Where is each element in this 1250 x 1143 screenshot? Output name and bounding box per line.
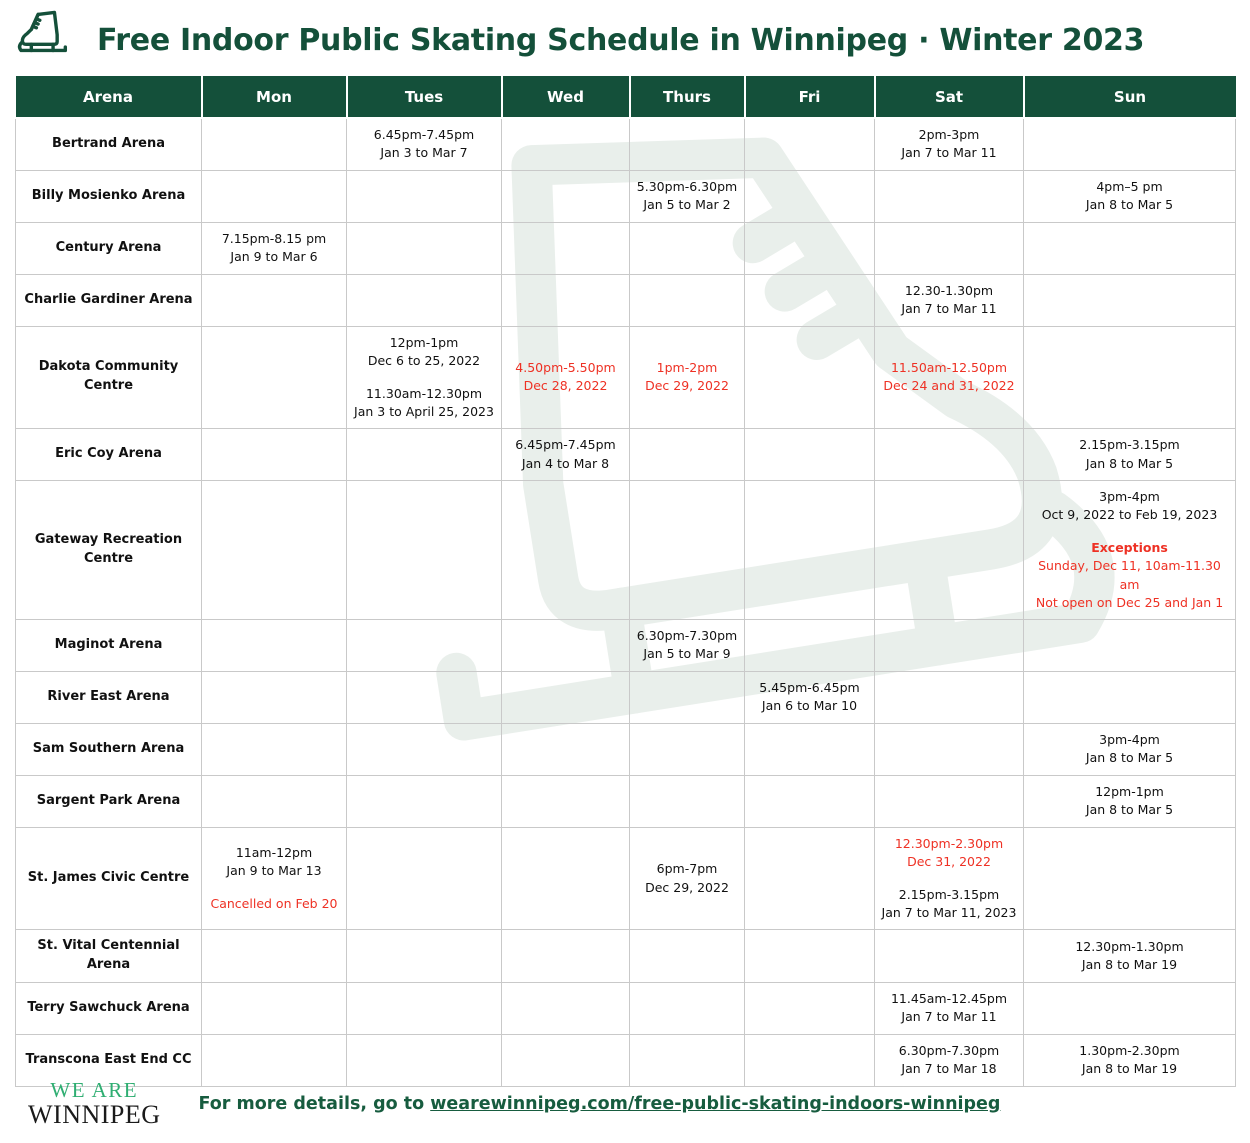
schedule-cell-wed — [502, 723, 630, 775]
schedule-cell-fri — [745, 930, 875, 983]
schedule-cell-sat — [875, 326, 1024, 429]
schedule-cell-sat — [875, 982, 1024, 1034]
column-header-wed: Wed — [502, 76, 630, 118]
schedule-cell-sun — [1024, 170, 1236, 222]
schedule-entry — [1028, 488, 1231, 524]
schedule-entry — [879, 1042, 1019, 1078]
schedule-cell-sun — [1024, 274, 1236, 326]
schedule-line: Jan 5 to Mar 9 — [643, 646, 731, 662]
schedule-entry — [1028, 938, 1231, 974]
schedule-line: Jan 7 to Mar 11 — [901, 145, 997, 161]
schedule-entry — [506, 436, 625, 472]
table-row — [16, 827, 1236, 930]
schedule-cell-thu — [630, 118, 745, 170]
schedule-line: Jan 9 to Mar 13 — [226, 862, 322, 878]
schedule-cell-mon — [202, 930, 347, 983]
arena-name: St. Vital Centennial Arena — [16, 930, 202, 983]
schedule-cell-tue — [347, 429, 502, 481]
schedule-entry — [351, 126, 497, 162]
table-row — [16, 775, 1236, 827]
schedule-cell-fri — [745, 671, 875, 723]
schedule-cell-sun — [1024, 671, 1236, 723]
schedule-line: 6.45pm-7.45pm — [373, 127, 475, 143]
table-row — [16, 429, 1236, 481]
schedule-cell-tue — [347, 222, 502, 274]
table-row — [16, 118, 1236, 170]
arena-name: Billy Mosienko Arena — [16, 170, 202, 222]
schedule-cell-tue — [347, 827, 502, 930]
schedule-line: 11am-12pm — [235, 844, 313, 860]
page-title: Free Indoor Public Skating Schedule in Winnipeg · Winter 2023 — [97, 22, 1145, 58]
schedule-cell-wed — [502, 481, 630, 620]
schedule-line: Jan 8 to Mar 5 — [1085, 802, 1174, 818]
schedule-cell-sun — [1024, 326, 1236, 429]
schedule-line: Not open on Dec 25 and Jan 1 — [1035, 594, 1224, 610]
column-header-thurs: Thurs — [630, 76, 745, 118]
schedule-cell-sun — [1024, 982, 1236, 1034]
schedule-cell-wed — [502, 775, 630, 827]
schedule-line: Dec 29, 2022 — [645, 378, 729, 394]
schedule-cell-thu — [630, 930, 745, 983]
schedule-cell-tue — [347, 326, 502, 429]
table-row — [16, 982, 1236, 1034]
schedule-line: 6.30pm-7.30pm — [898, 1043, 1000, 1059]
schedule-cell-thu — [630, 827, 745, 930]
schedule-entry — [351, 385, 497, 421]
schedule-line: 4pm–5 pm — [1096, 178, 1163, 194]
schedule-line: Dec 24 and 31, 2022 — [883, 378, 1015, 394]
schedule-cell-sat — [875, 671, 1024, 723]
schedule-entry — [206, 230, 342, 266]
arena-name: Eric Coy Arena — [16, 429, 202, 481]
schedule-cell-fri — [745, 429, 875, 481]
schedule-cell-tue — [347, 930, 502, 983]
schedule-line: 1pm-2pm — [656, 360, 718, 376]
table-row — [16, 930, 1236, 983]
schedule-cell-wed — [502, 222, 630, 274]
schedule-line: Jan 8 to Mar 5 — [1085, 197, 1174, 212]
schedule-line: Jan 6 to Mar 10 — [761, 698, 858, 714]
arena-name: Sam Southern Arena — [16, 723, 202, 775]
schedule-entry — [879, 126, 1019, 162]
schedule-line: Jan 8 to Mar 5 — [1085, 455, 1174, 471]
schedule-cell-fri — [745, 723, 875, 775]
schedule-cell-thu — [630, 429, 745, 481]
schedule-cell-mon — [202, 170, 347, 222]
schedule-line: 12pm-1pm — [389, 334, 459, 350]
arena-name: Terry Sawchuck Arena — [16, 982, 202, 1034]
arena-name: Transcona East End CC — [16, 1034, 202, 1086]
column-header-tues: Tues — [347, 76, 502, 118]
schedule-line: 2.15pm-3.15pm — [1079, 437, 1180, 453]
logo-line-2: WINNIPEG — [28, 1100, 161, 1129]
details-prefix: For more details, go to — [198, 1094, 431, 1114]
schedule-cell-mon — [202, 827, 347, 930]
table-row — [16, 481, 1236, 620]
schedule-cell-mon — [202, 481, 347, 620]
arena-name: Gateway Recreation Centre — [16, 481, 202, 620]
schedule-line: Jan 8 to Mar 5 — [1085, 750, 1174, 766]
schedule-cell-thu — [630, 326, 745, 429]
schedule-cell-tue — [347, 619, 502, 671]
schedule-line: 11.50am-12.50pm — [890, 360, 1008, 376]
details-link[interactable]: wearewinnipeg.com/free-public-skating-indoors-winnipeg — [430, 1094, 1001, 1114]
schedule-line: Cancelled on Feb 20 — [210, 896, 338, 912]
schedule-cell-mon — [202, 619, 347, 671]
schedule-line: 12.30-1.30pm — [904, 282, 994, 298]
schedule-cell-sun — [1024, 619, 1236, 671]
schedule-line: Jan 4 to Mar 8 — [521, 455, 610, 471]
schedule-entry — [879, 886, 1019, 922]
schedule-cell-wed — [502, 930, 630, 983]
schedule-cell-thu — [630, 274, 745, 326]
schedule-line: Jan 8 to Mar 19 — [1081, 1061, 1178, 1077]
column-header-sun: Sun — [1024, 76, 1236, 118]
schedule-cell-sat — [875, 274, 1024, 326]
table-row — [16, 274, 1236, 326]
schedule-exception — [506, 359, 625, 395]
schedule-cell-mon — [202, 274, 347, 326]
logo-line-1: WE ARE — [50, 1078, 139, 1102]
schedule-line: Jan 7 to Mar 11, 2023 — [881, 905, 1017, 921]
schedule-line: 5.45pm-6.45pm — [759, 680, 860, 696]
table-row — [16, 723, 1236, 775]
schedule-entry — [1028, 731, 1231, 767]
schedule-cell-mon — [202, 429, 347, 481]
schedule-entry — [879, 282, 1019, 318]
schedule-exception — [879, 359, 1019, 395]
schedule-cell-wed — [502, 671, 630, 723]
schedule-cell-wed — [502, 982, 630, 1034]
schedule-cell-thu — [630, 170, 745, 222]
schedule-cell-sun — [1024, 429, 1236, 481]
table-row — [16, 222, 1236, 274]
schedule-cell-mon — [202, 982, 347, 1034]
schedule-cell-sun — [1024, 827, 1236, 930]
schedule-cell-wed — [502, 827, 630, 930]
column-header-mon: Mon — [202, 76, 347, 118]
schedule-line: 6pm-7pm — [656, 861, 718, 877]
schedule-entry — [1028, 436, 1231, 472]
schedule-cell-tue — [347, 775, 502, 827]
schedule-line: Jan 3 to April 25, 2023 — [354, 403, 494, 419]
schedule-entry — [634, 627, 740, 663]
schedule-line: 3pm-4pm — [1099, 489, 1160, 504]
column-header-arena: Arena — [16, 76, 202, 118]
arena-name: River East Arena — [16, 671, 202, 723]
schedule-line: Jan 5 to Mar 2 — [643, 197, 731, 212]
schedule-line: Dec 29, 2022 — [645, 879, 729, 895]
table-row — [16, 671, 1236, 723]
schedule-cell-thu — [630, 619, 745, 671]
schedule-entry — [1028, 1042, 1231, 1078]
schedule-cell-thu — [630, 775, 745, 827]
schedule-cell-thu — [630, 222, 745, 274]
schedule-cell-tue — [347, 118, 502, 170]
schedule-cell-fri — [745, 118, 875, 170]
schedule-cell-thu — [630, 481, 745, 620]
schedule-cell-fri — [745, 274, 875, 326]
schedule-cell-mon — [202, 222, 347, 274]
schedule-cell-wed — [502, 326, 630, 429]
details-text — [199, 1094, 1001, 1114]
schedule-line: 12pm-1pm — [1095, 784, 1164, 800]
schedule-cell-sat — [875, 775, 1024, 827]
schedule-cell-fri — [745, 222, 875, 274]
schedule-cell-thu — [630, 671, 745, 723]
schedule-exception — [206, 895, 342, 913]
schedule-line: Exceptions — [1091, 540, 1168, 556]
table-row — [16, 619, 1236, 671]
schedule-cell-wed — [502, 274, 630, 326]
arena-name: Dakota Community Centre — [16, 326, 202, 429]
schedule-cell-fri — [745, 775, 875, 827]
table-row — [16, 170, 1236, 222]
schedule-line: Sunday, Dec 11, 10am-11.30 am — [1038, 558, 1221, 592]
schedule-cell-fri — [745, 619, 875, 671]
schedule-cell-mon — [202, 671, 347, 723]
schedule-cell-wed — [502, 619, 630, 671]
schedule-cell-sat — [875, 827, 1024, 930]
schedule-line: Dec 31, 2022 — [907, 853, 991, 869]
schedule-line: Jan 7 to Mar 11 — [901, 301, 997, 316]
schedule-cell-sat — [875, 930, 1024, 983]
schedule-line: 6.45pm-7.45pm — [515, 437, 616, 453]
schedule-cell-tue — [347, 982, 502, 1034]
ice-skate-icon — [15, 9, 83, 71]
schedule-cell-fri — [745, 326, 875, 429]
schedule-cell-sun — [1024, 481, 1236, 620]
schedule-table — [15, 76, 1236, 1087]
schedule-cell-tue — [347, 170, 502, 222]
schedule-line: 3pm-4pm — [1099, 732, 1160, 748]
schedule-line: Jan 9 to Mar 6 — [230, 249, 318, 264]
schedule-exception — [879, 835, 1019, 871]
schedule-cell-tue — [347, 481, 502, 620]
schedule-line: Dec 6 to 25, 2022 — [367, 352, 481, 368]
page-footer — [28, 1076, 1228, 1132]
schedule-entry — [351, 334, 497, 370]
schedule-line: 5.30pm-6.30pm — [636, 178, 738, 194]
schedule-cell-sat — [875, 481, 1024, 620]
schedule-line: 2.15pm-3.15pm — [898, 887, 1000, 902]
schedule-entry — [879, 990, 1019, 1026]
schedule-entry — [1028, 783, 1231, 819]
arena-name: Maginot Arena — [16, 619, 202, 671]
schedule-line: 1.30pm-2.30pm — [1079, 1043, 1180, 1059]
schedule-line: Jan 8 to Mar 19 — [1081, 957, 1178, 973]
arena-name: Century Arena — [16, 222, 202, 274]
table-header-row — [16, 76, 1236, 118]
schedule-entry — [634, 860, 740, 896]
schedule-line: 11.45am-12.45pm — [890, 991, 1008, 1007]
schedule-line: Oct 9, 2022 to Feb 19, 2023 — [1041, 507, 1218, 523]
schedule-cell-thu — [630, 982, 745, 1034]
schedule-cell-sat — [875, 170, 1024, 222]
table-body — [16, 118, 1236, 1086]
schedule-cell-wed — [502, 118, 630, 170]
schedule-entry — [634, 178, 740, 214]
schedule-entry — [206, 844, 342, 880]
schedule-line: 6.30pm-7.30pm — [636, 628, 738, 644]
column-header-fri: Fri — [745, 76, 875, 118]
schedule-exception — [634, 359, 740, 395]
schedule-line: 2pm-3pm — [918, 127, 980, 143]
schedule-cell-mon — [202, 775, 347, 827]
schedule-cell-sat — [875, 619, 1024, 671]
table-row — [16, 326, 1236, 429]
we-are-winnipeg-logo — [28, 1080, 161, 1128]
schedule-cell-sun — [1024, 723, 1236, 775]
page-header — [15, 8, 1235, 72]
schedule-cell-mon — [202, 326, 347, 429]
schedule-cell-sat — [875, 429, 1024, 481]
schedule-entry — [749, 679, 870, 715]
schedule-cell-fri — [745, 170, 875, 222]
schedule-line: Dec 28, 2022 — [523, 378, 608, 394]
schedule-line: Jan 7 to Mar 11 — [901, 1009, 997, 1025]
schedule-cell-tue — [347, 671, 502, 723]
schedule-line: 12.30pm-2.30pm — [894, 835, 1004, 851]
schedule-cell-wed — [502, 170, 630, 222]
schedule-line: 12.30pm-1.30pm — [1075, 938, 1184, 954]
schedule-line: Jan 7 to Mar 18 — [901, 1061, 997, 1077]
schedule-cell-fri — [745, 481, 875, 620]
arena-name: Sargent Park Arena — [16, 775, 202, 827]
schedule-cell-mon — [202, 118, 347, 170]
schedule-cell-sat — [875, 118, 1024, 170]
schedule-cell-fri — [745, 982, 875, 1034]
column-header-sat: Sat — [875, 76, 1024, 118]
schedule-cell-sat — [875, 723, 1024, 775]
schedule-cell-wed — [502, 429, 630, 481]
schedule-cell-mon — [202, 723, 347, 775]
schedule-cell-sun — [1024, 775, 1236, 827]
schedule-cell-fri — [745, 827, 875, 930]
schedule-cell-tue — [347, 274, 502, 326]
schedule-cell-sun — [1024, 118, 1236, 170]
arena-name: Charlie Gardiner Arena — [16, 274, 202, 326]
schedule-line: 7.15pm-8.15 pm — [221, 230, 327, 246]
schedule-line: Jan 3 to Mar 7 — [380, 145, 468, 161]
schedule-cell-sun — [1024, 222, 1236, 274]
schedule-entry — [1028, 178, 1231, 214]
schedule-cell-sun — [1024, 930, 1236, 983]
arena-name: Bertrand Arena — [16, 118, 202, 170]
schedule-cell-sat — [875, 222, 1024, 274]
schedule-line: 11.30am-12.30pm — [365, 385, 483, 401]
schedule-exception — [1028, 539, 1231, 612]
schedule-cell-tue — [347, 723, 502, 775]
schedule-line: 4.50pm-5.50pm — [515, 360, 616, 376]
schedule-cell-thu — [630, 723, 745, 775]
arena-name: St. James Civic Centre — [16, 827, 202, 930]
